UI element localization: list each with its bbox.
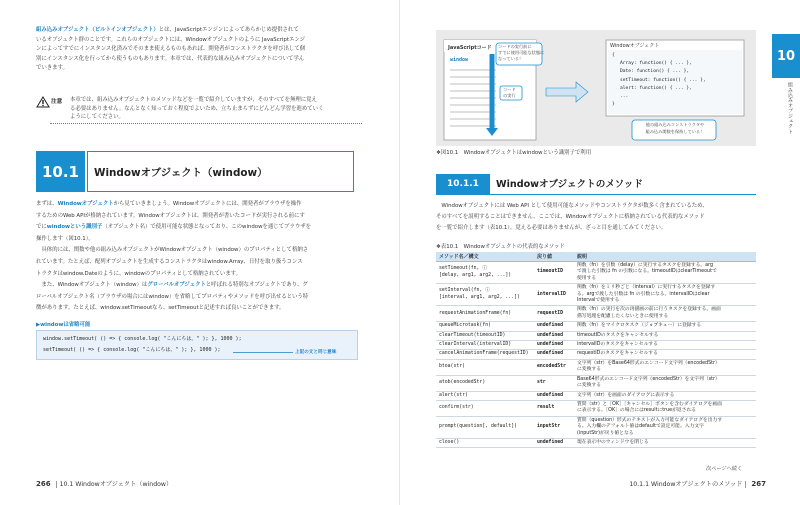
return-value-cell: str <box>534 375 574 391</box>
return-value-cell: undefined <box>534 391 574 400</box>
annotation-line <box>233 351 293 354</box>
object-member-line: } <box>612 102 615 108</box>
return-value-cell: encodedStr <box>534 359 574 375</box>
method-name-cell: queueMicrotask(fn) <box>436 322 534 331</box>
body-text: トラクタはwindow.Dateのように、windowのプロパティとして格納されています。 <box>36 270 241 277</box>
figure-caption: ❖図10.1 Windowオブジェクトはwindowという識別子で利用 <box>436 150 592 156</box>
subsection-number: 10.1.1 <box>436 174 490 194</box>
body-line <box>36 304 360 313</box>
description-cell: 関数（fn）を引数（delay）に実行するタスクを登録する。arg で渡した引数は fn の引数になる。timeoutIDはclearTimeoutで 使用する <box>574 262 756 284</box>
highlight-term: グローバルオブジェクト <box>147 282 206 289</box>
description-cell: intervalIDのタスクをキャンセルする <box>574 341 756 350</box>
body-line <box>36 200 360 209</box>
table-row <box>436 341 756 350</box>
table-header-row <box>436 252 756 262</box>
note-line: 本章では、組み込みオブジェクトのメソッドなどを一覧で紹介していますが、そのすべてを無理に覚え <box>70 97 317 103</box>
description-cell: 関数（fn）をマイクロタスク（ジョブキュー）に登録する <box>574 322 756 331</box>
footer-section: 10.1 Windowオブジェクト（window） <box>56 481 173 488</box>
section-header <box>36 151 354 192</box>
highlight-term: Windowオブジェクト <box>57 201 114 207</box>
method-name-cell: alert(str) <box>436 391 534 400</box>
description-cell: 質問（str）と［OK］［キャンセル］ボタンを含むダイアログを画面 に表示する。［OK］の場合にはresultにtrueが返される <box>574 400 756 416</box>
table-row <box>436 416 756 438</box>
page-number: 267 <box>751 480 766 488</box>
description-cell: 文字列（str）を画面のダイアログに表示する <box>574 391 756 400</box>
js-code-label: JavaScriptコード <box>448 45 492 51</box>
description-cell: timeoutIDのタスクをキャンセルする <box>574 331 756 340</box>
return-value-cell: result <box>534 400 574 416</box>
section-title: Windowオブジェクト（window） <box>94 167 268 179</box>
note-label: 注意 <box>51 99 63 105</box>
body-text: （オブジェクト名）で使用可能な状態となっており、このwindowを通じてブラウザを <box>102 224 311 231</box>
subsection-header <box>436 174 756 194</box>
method-name-cell: requestAnimationFrame(fn) <box>436 306 534 322</box>
section-title-box <box>87 151 354 192</box>
intro-line <box>36 26 360 35</box>
object-member-line: alert: function() { ... }, <box>620 85 692 91</box>
body-line <box>36 270 360 279</box>
highlight-term: windowという識別子 <box>46 224 103 231</box>
table-row <box>436 400 756 416</box>
body-line <box>36 223 360 232</box>
return-value-cell: undefined <box>534 350 574 359</box>
table-header: 戻り値 <box>534 252 574 262</box>
right-body-line: を一覧で紹介します（表10.1）。覚える必要はありませんが、ざっと目を通してみてください。 <box>436 225 667 231</box>
body-text: でに <box>36 224 47 231</box>
table-row <box>436 438 756 447</box>
note-divider <box>50 123 362 124</box>
return-value-cell: inputStr <box>534 416 574 438</box>
description-cell: 文字列（str）をBase64形式のエンコード文字列（encodedStr） に変換する <box>574 359 756 375</box>
bubble-line: コード <box>503 87 516 92</box>
window-object-label: Windowオブジェクト <box>610 43 660 49</box>
table-row <box>436 359 756 375</box>
footer-section: 10.1.1 Windowオブジェクトのメソッド <box>629 481 746 488</box>
return-value-cell: undefined <box>534 438 574 447</box>
intro-line <box>36 64 360 73</box>
description-cell: 現在表示中のウィンドウを閉じる <box>574 438 756 447</box>
body-text: するためのWeb APIが格納されています。Windowオブジェクトは、開発者が書いたコードが実行される前にす <box>36 212 305 219</box>
object-member-line: Date: function() { ... }, <box>620 69 690 75</box>
body-text: 操作します（図10.1）。 <box>36 235 94 242</box>
description-cell: Base64形式のエンコード文字列（encodedStr）を文字列（str） に変換する <box>574 375 756 391</box>
bubble-line: の実行 <box>503 93 516 98</box>
table-header: 説明 <box>574 252 756 262</box>
intro-text: ンによってすでにインスタンス化済みでそのまま使えるものもあれば、開発者がコンストラクタを呼び出して個 <box>36 46 306 53</box>
return-value-cell: timeoutID <box>534 262 574 284</box>
warning-icon <box>36 96 50 108</box>
left-footer <box>36 479 172 488</box>
highlight-term: 組み込みオブジェクト（ビルトインオブジェクト） <box>36 27 159 33</box>
method-name-cell: setInterval(fn, ⓘ [interval, arg1, arg2, ...]) <box>436 284 534 306</box>
body-line <box>36 293 360 302</box>
body-text: と呼ばれる特別なオブジェクトであり、グ <box>205 282 308 289</box>
table-row <box>436 350 756 359</box>
table-row <box>436 375 756 391</box>
table-row <box>436 284 756 306</box>
intro-line <box>36 45 360 54</box>
return-value-cell: undefined <box>534 331 574 340</box>
intro-line <box>36 55 360 64</box>
body-line <box>36 246 360 255</box>
body-text: れています。たとえば、配列オブジェクトを生成するコンストラクタはwindow.Array、日付を取り扱うコンス <box>36 259 303 265</box>
body-text: ローバルオブジェクト名（ブラウザの場合にはwindow）を省略してプロパティやメソッドを呼び出せるという特 <box>36 293 309 300</box>
code-annotation: 上記の文と同じ意味 <box>295 350 337 355</box>
bubble-line: コードの実行前に <box>498 44 532 49</box>
body-text: また、Windowオブジェクト（window）は <box>41 282 148 289</box>
method-name-cell: btoa(str) <box>436 359 534 375</box>
subsection-title: Windowオブジェクトのメソッド <box>496 179 643 190</box>
bubble-execution <box>503 87 516 99</box>
method-name-cell: close() <box>436 438 534 447</box>
bubble-line: 他の組み込みコンストラクタや <box>645 122 705 127</box>
body-text: 具体的には、関数や他の組み込みオブジェクトがWindowオブジェクト（window）のプロパティとして格納さ <box>41 247 309 254</box>
description-cell: requestIDのタスクをキャンセルする <box>574 350 756 359</box>
methods-table <box>436 252 756 448</box>
right-body-line: そのすべてを説明することはできません。ここでは、Windowオブジェクトに格納されている代表的なメソッド <box>436 214 705 220</box>
table-header: メソッド名／構文 <box>436 252 534 262</box>
code-line: window.setTimeout( () => { console.log( "こんにちは。" ); }, 1000 ); <box>43 336 242 342</box>
method-name-cell: setTimeout(fn, ⓘ [delay, arg1, arg2, ...]) <box>436 262 534 284</box>
bubble-before-run <box>498 44 544 62</box>
description-cell: 質問（question）形式のテキストが入力可能なダイアログを出力す る。入力欄のデフォルト値はdefaultで設定可能。入力文字 (inputStr)が戻り値となる <box>574 416 756 438</box>
window-identifier: window <box>450 57 469 63</box>
method-name-cell: cancelAnimationFrame(requestID) <box>436 350 534 359</box>
window-object-members <box>612 52 706 109</box>
return-value-cell: intervalID <box>534 284 574 306</box>
bubble-line: すでに使用可能な状態に <box>498 50 545 55</box>
object-member-line: ... <box>620 94 629 100</box>
intro-text: 別にインスタンス化を行ってから使うものもあります。本章では、代表的な組み込みオブジェクトについて学ん <box>36 55 305 62</box>
return-value-cell: undefined <box>534 341 574 350</box>
bubble-holds-builtins <box>636 122 714 135</box>
bubble-line: なっている！ <box>498 56 524 61</box>
chapter-tab-label: 組み込みオブジェクト <box>787 82 793 134</box>
description-cell: 関数（fn）をミリ秒ごと（interval）に実行するタスクを登録す る。argで渡した引数は fn の引数になる。intervalIDはclear Intervalで使用する <box>574 284 756 306</box>
method-name-cell: confirm(str) <box>436 400 534 416</box>
note-text <box>70 96 362 122</box>
return-value-cell: requestID <box>534 306 574 322</box>
right-footer <box>629 479 766 488</box>
intro-text: でいきます。 <box>36 65 68 72</box>
object-member-line: setTimeout: function() { ... }, <box>620 77 706 83</box>
table-row <box>436 391 756 400</box>
note-line: ようにしてください。 <box>70 114 124 121</box>
method-name-cell: clearTimeout(timeoutID) <box>436 331 534 340</box>
page-number: 266 <box>36 480 51 488</box>
note-box <box>36 96 360 126</box>
table-row <box>436 306 756 322</box>
table-row <box>436 322 756 331</box>
body-line <box>36 281 360 290</box>
intro-line <box>36 36 360 45</box>
body-line <box>36 212 360 221</box>
body-text: 徴があります。たとえば、window.setTimeoutなら、setTimeoutと記述すれば良いことができます。 <box>36 305 285 312</box>
method-name-cell: atob(encodedStr) <box>436 375 534 391</box>
note-line: る必要はありません。なんとなく知っておく程度でよいため、立ち止まらずにどんどん学習を進めていく <box>70 105 324 112</box>
return-value-cell: undefined <box>534 322 574 331</box>
continued-note: 次ページへ続く <box>706 466 743 472</box>
method-name-cell: prompt(question[, default]) <box>436 416 534 438</box>
subsection-rule <box>436 194 756 195</box>
bubble-line: 組み込み関数を保持している！ <box>645 128 705 134</box>
body-text: まずは、 <box>36 201 58 207</box>
table-row <box>436 262 756 284</box>
code-line: setTimeout( () => { console.log( "こんにちは。" ); }, 1000 ); <box>43 347 221 353</box>
table-row <box>436 331 756 340</box>
object-member-line: { <box>612 53 615 58</box>
right-page <box>400 0 800 505</box>
table-caption: ❖表10.1 Windowオブジェクトの代表的なメソッド <box>436 244 565 250</box>
chapter-tab: 10 <box>772 34 800 78</box>
body-line <box>36 235 360 244</box>
section-number: 10.1 <box>36 151 85 192</box>
body-line <box>36 258 360 267</box>
code-caption: ▶windowは省略可能 <box>36 322 91 328</box>
code-block <box>36 330 358 360</box>
description-cell: 関数（fn）の実行を次の再描画の前に行うタスクを登録する。画面 描写処理を配慮したくないときに使用する <box>574 306 756 322</box>
method-name-cell: clearInterval(intervalID) <box>436 341 534 350</box>
figure-10-1 <box>436 30 756 146</box>
intro-text: いるオブジェクト群のことです。これらのオブジェクトには、Windowオブジェクトのように JavaScriptエンジ <box>36 36 305 43</box>
right-body-line: Windowオブジェクトには Web API として使用可能なメソッドやコンストラクタが数多く含まれているため、 <box>436 203 708 209</box>
body-text: から見ていきましょう。Windowオブジェクトには、開発者がブラウザを操作 <box>113 201 302 207</box>
object-member-line: Array: function() { ... }, <box>620 61 692 67</box>
intro-text: とは、JavaScriptエンジンによってあらかじめ提供されて <box>158 27 299 33</box>
